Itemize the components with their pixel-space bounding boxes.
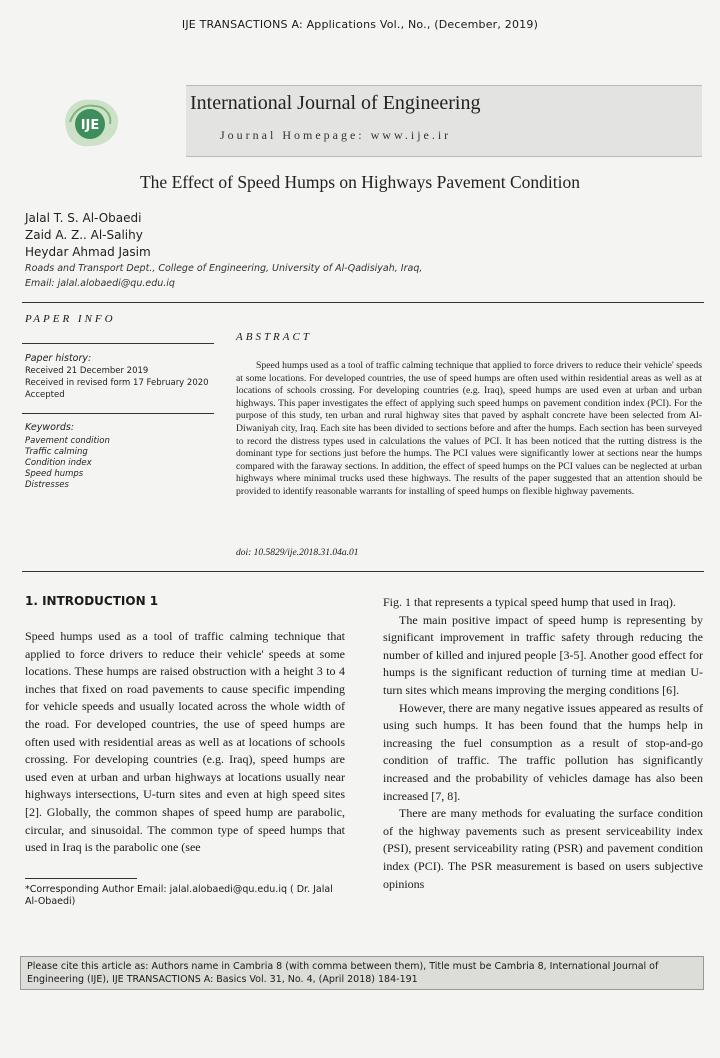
paragraph: There are many methods for evaluating the surface condition of the highway pavements such as present serviceability index (PSI), present serviceability rating (PSR) and pavement condition index (PCI). The PSR measurement is based on users subjective opinions — [383, 806, 703, 891]
paragraph: The main positive impact of speed hump is representing by significant improvement in traffic safety through reducing the number of killed and injured people [3-5]. Another good effect for humps is the significant reduction of turning time at median U-turn sites which means improving the merging conditions [6]. — [383, 612, 703, 697]
paragraph: However, there are many negative issues appeared as results of using such humps. It has been found that the humps help in increasing the fuel consumption as a result of stop-and-go condition of traffic. The traffic pollution has significantly increased and the probability of vehicles damage has also been increased [7, 8]. — [383, 700, 703, 803]
logo-text: IJE — [80, 118, 100, 133]
footnote-rule — [25, 878, 137, 879]
divider — [22, 343, 214, 344]
abstract-text: Speed humps used as a tool of traffic calming technique that applied to force drivers to reduce their vehicle' speeds at some locations. For developed countries, the use of speed humps are often used within residential areas as well as at locations of schools crossing. For developing countries (e.g. Iraq), speed humps are used even at urban and urban highways. This paper investigates the effect of applying such speed humps on pavement condition index (PCI). For the purpose of this study, ten urban and rural highway sites that paved by asphalt concrete have been selected from Al-Diwaniyah city, Iraq. Each site has been divided to sections before and after the humps. Each section has been surveyed to record the distress types used in calculations the values of PCI. It has been noticed that the rutting distress is the dominant type for sections just before the humps. The PCI values were significantly lower at sections near the humps compared with the faraway sections. In addition, the effect of speed humps on the PCI values can be neglected at urban highways where minimal trucks used these highways. The results of the paper suggested that an attention should be provided to identify reasonable warrants for installing of speed humps on flexible highway pavements. — [236, 360, 702, 497]
abstract-heading: ABSTRACT — [236, 331, 312, 343]
author-email: Email: jalal.alobaedi@qu.edu.iq — [25, 278, 175, 289]
paper-info-heading: PAPER INFO — [25, 313, 116, 325]
keyword: Condition index — [25, 458, 92, 468]
running-header: IJE TRANSACTIONS A: Applications Vol., No., (December, 2019) — [181, 18, 539, 31]
doi: doi: 10.5829/ije.2018.31.04a.01 — [236, 548, 359, 558]
keyword: Distresses — [25, 480, 69, 490]
divider — [22, 302, 704, 303]
paper-title: The Effect of Speed Humps on Highways Pavement Condition — [139, 172, 581, 192]
keywords-label: Keywords: — [25, 422, 75, 433]
journal-title: International Journal of Engineering — [190, 92, 481, 114]
divider — [22, 571, 704, 572]
received-date: Received 21 December 2019 — [25, 366, 149, 376]
keyword: Traffic calming — [25, 447, 88, 457]
author-3: Heydar Ahmad Jasim — [25, 245, 151, 259]
intro-paragraph: Speed humps used as a tool of traffic calming technique that applied to force drivers to reduce their vehicle' speeds at some locations. These humps are raised obstruction with a height 3 to 4 inches that fixed on road pavements to cause specific impending for vehicle speeds and usually located across the whole width of the road. For developed countries, the use of speed humps are often used with residential areas as well as at locations of schools crossing. For developing countries (e.g. Iraq), speed humps are used even at urban and urban highways at locations usually near highways intersections, U-turn sites and even at high speed sites [2]. Globally, the common shapes of speed hump are parabolic, circular, and sinusoidal. The common type of speed humps that used in Iraq is the parabolic one (see — [25, 629, 345, 855]
history-label: Paper history: — [25, 353, 92, 364]
affiliation: Roads and Transport Dept., College of Engineering, University of Al-Qadisiyah, Iraq, — [25, 263, 423, 274]
accepted-date: Accepted — [25, 390, 65, 400]
paragraph: Fig. 1 that represents a typical speed hump that used in Iraq). — [383, 595, 676, 609]
footnote: *Corresponding Author Email: jalal.alobaedi@qu.edu.iq ( Dr. Jalal Al-Obaedi) — [25, 884, 333, 907]
keyword: Pavement condition — [25, 436, 110, 446]
keyword: Speed humps — [25, 469, 84, 479]
journal-homepage: Journal Homepage: www.ije.ir — [220, 128, 452, 142]
citation-box: Please cite this article as: Authors name in Cambria 8 (with comma between them), Title must be Cambria 8, International Journal of Engineering (IJE), IJE TRANSACTIONS A: Basics Vol. 31, No. 4, (April 2018) 184-191 — [20, 956, 704, 990]
author-1: Jalal T. S. Al-Obaedi — [25, 211, 142, 225]
author-2: Zaid A. Z.. Al-Salihy — [25, 228, 143, 242]
journal-logo — [60, 92, 124, 152]
right-column — [383, 594, 703, 893]
revised-date: Received in revised form 17 February 2020 — [25, 378, 209, 388]
section-heading: 1. INTRODUCTION 1 — [25, 594, 159, 608]
divider — [22, 413, 214, 414]
